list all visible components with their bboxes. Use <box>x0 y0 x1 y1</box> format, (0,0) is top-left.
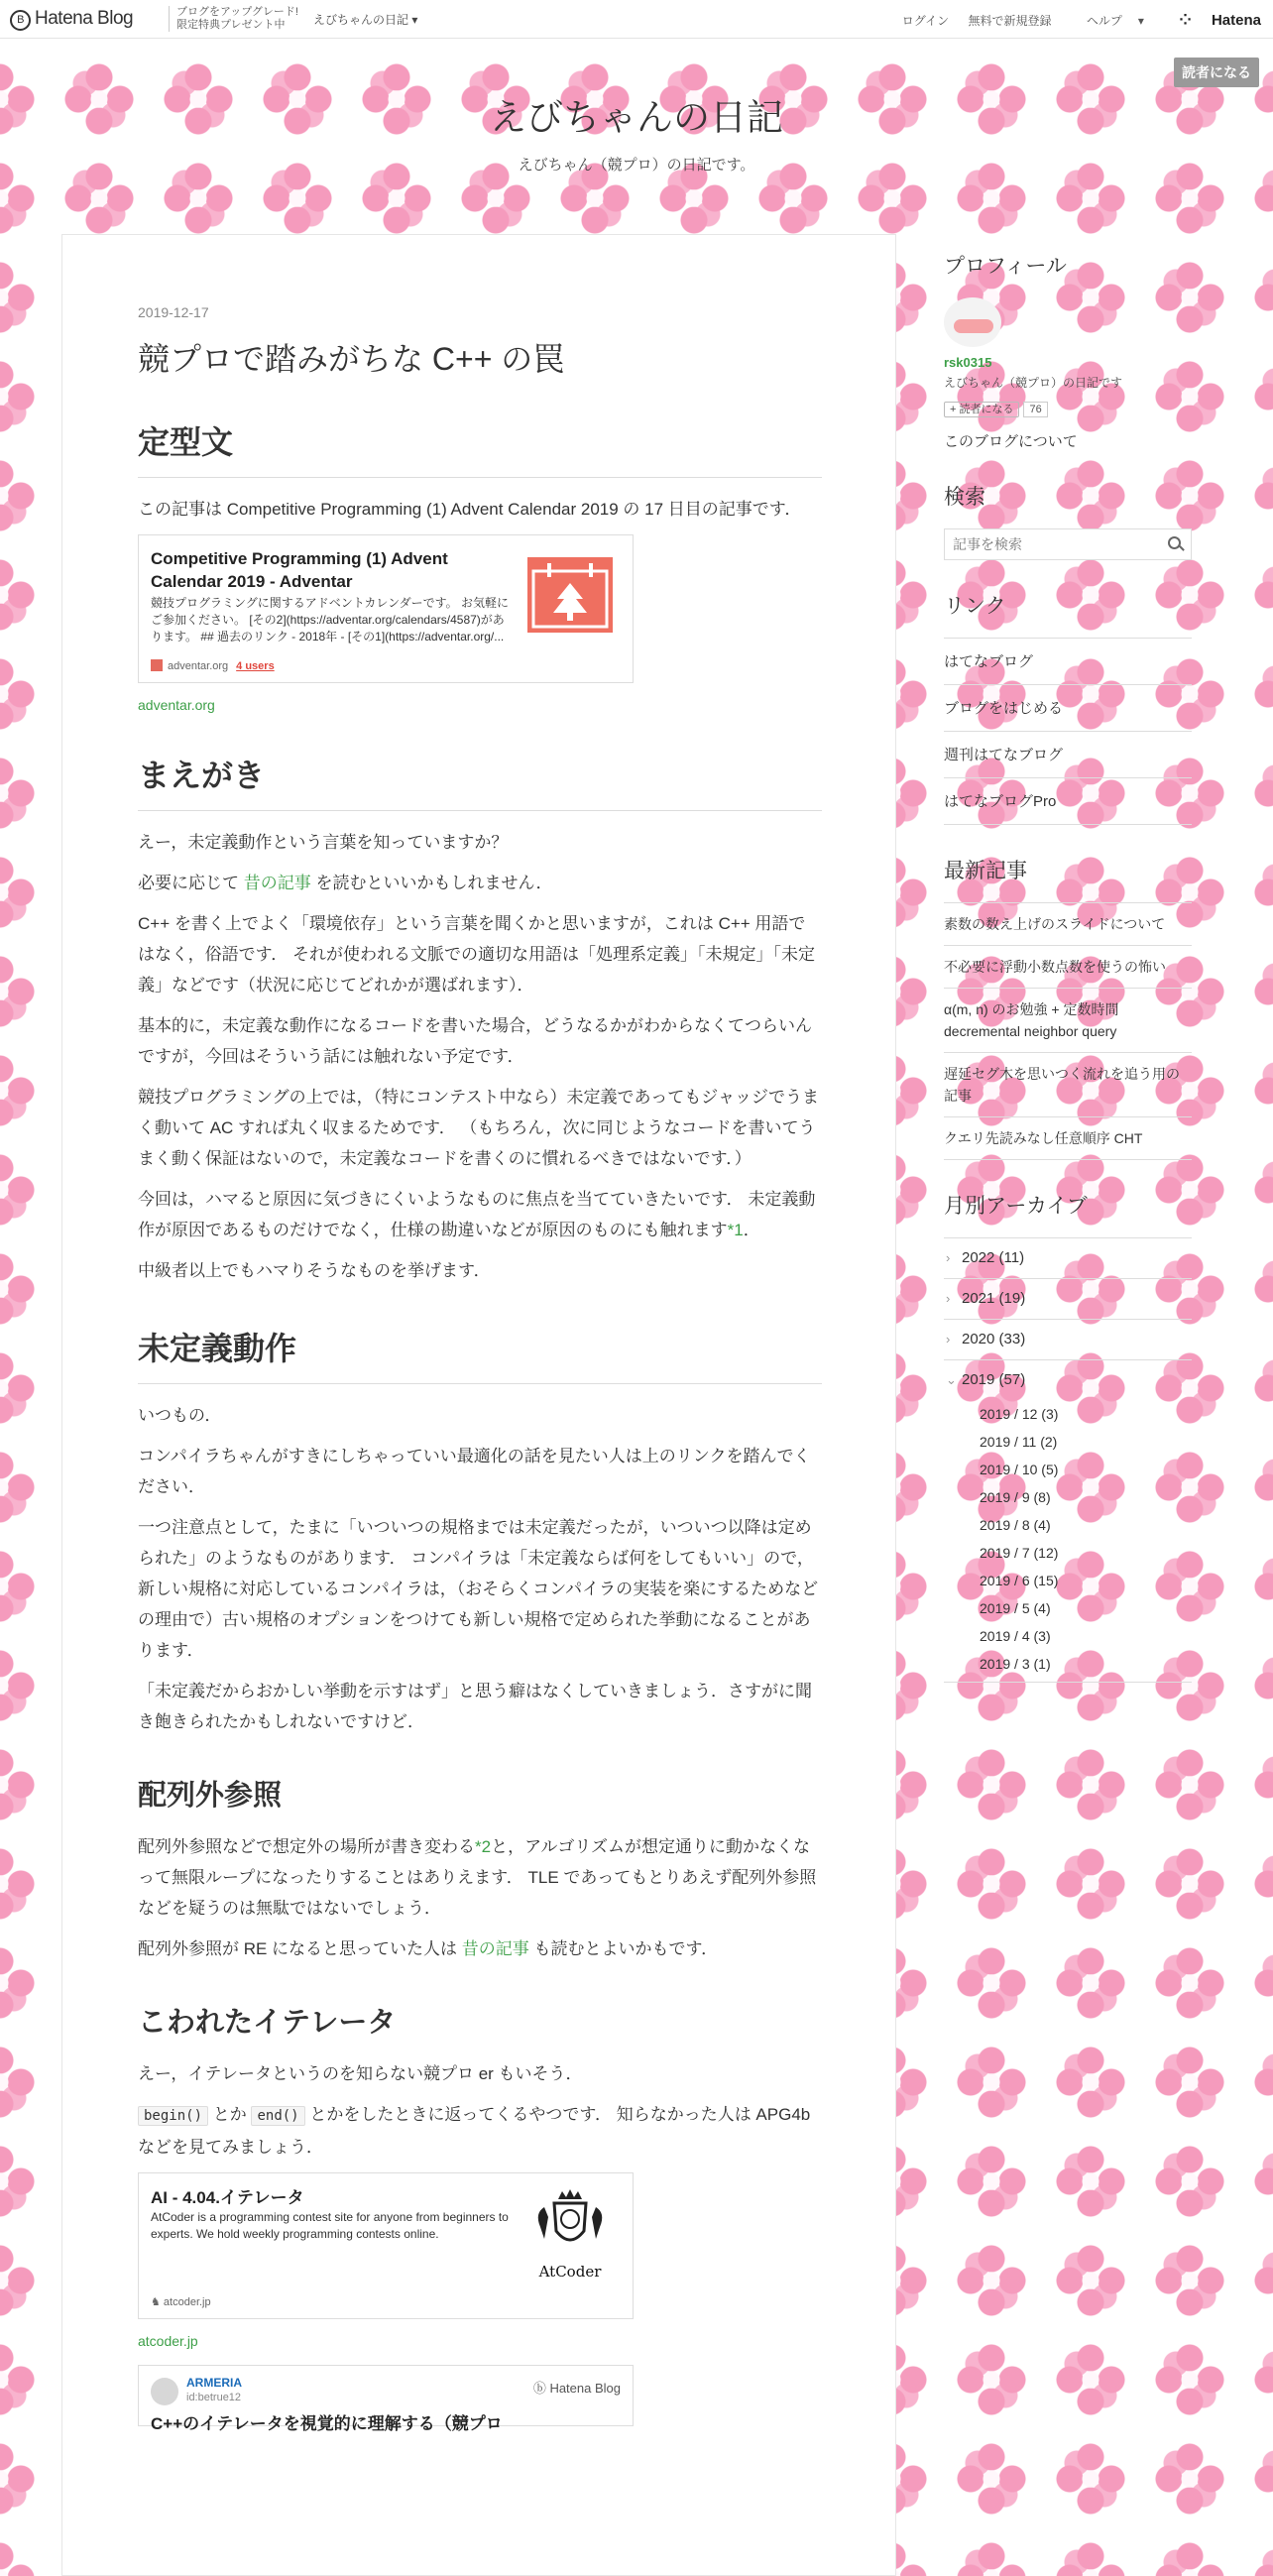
module-heading: プロフィール <box>944 255 1067 278</box>
about-blog-link[interactable]: このブログについて <box>944 433 1078 450</box>
inline-code: end() <box>251 2106 304 2126</box>
archive-month-link[interactable]: 2019 / 8 (4) <box>980 1517 1051 1533</box>
sidebar <box>944 250 1192 1712</box>
sidebar-link[interactable]: はてなブログPro <box>944 777 1192 825</box>
search-icon[interactable] <box>1168 536 1181 549</box>
main-content <box>61 234 896 2576</box>
module-heading: 月別アーカイブ <box>944 1195 1088 1218</box>
module-heading: 最新記事 <box>944 860 1027 882</box>
recent-entry-link[interactable]: クエリ先読みなし任意順序 CHT <box>944 1116 1192 1160</box>
archive-month-link[interactable]: 2019 / 10 (5) <box>980 1462 1059 1477</box>
archive-month-link[interactable]: 2019 / 5 (4) <box>980 1600 1051 1616</box>
calendar-tree-icon <box>527 557 613 633</box>
card-author[interactable]: ARMERIA <box>186 2376 242 2390</box>
paragraph: 「未定義だからおかしい挙動を示すはず」と思う癖はなくしていきましょう．さすがに聞き飽きられたかもしれないですけど． <box>138 1682 812 1731</box>
atcoder-logo <box>521 2187 620 2283</box>
archive-month-link[interactable]: 2019 / 4 (3) <box>980 1628 1051 1644</box>
subscriber-count[interactable]: 76 <box>1023 402 1047 417</box>
archive-module <box>944 1190 1192 1683</box>
recent-entry-link[interactable]: 遅延セグ木を思いつく流れを追う用の記事 <box>944 1052 1192 1116</box>
sidebar-link[interactable]: ブログをはじめる <box>944 684 1192 731</box>
old-article-link[interactable]: 昔の記事 <box>243 874 311 892</box>
avatar <box>151 2378 178 2405</box>
profile-description: えびちゃん（競プロ）の日記です <box>944 376 1123 390</box>
paragraph: えー，イテレータというのを知らない競プロ er もいそう． <box>138 2064 583 2083</box>
hatena-blog-badge: ⓑ Hatena Blog <box>532 2381 621 2396</box>
entry-date[interactable]: 2019-12-17 <box>138 304 209 320</box>
hatena-brand-link[interactable]: ⁘ Hatena <box>1179 12 1261 29</box>
archive-year[interactable]: › 2021 (19) <box>944 1278 1192 1319</box>
dropdown-caret-icon: ▾ <box>408 13 418 27</box>
paragraph: えー，未定義動作という言葉を知っていますか？ <box>138 833 509 852</box>
blog-title[interactable]: えびちゃんの日記 <box>490 96 783 139</box>
hatena-blog-logo[interactable]: B Hatena Blog <box>10 8 133 31</box>
card-title[interactable]: Competitive Programming (1) Advent Calendar 2019 - Adventar <box>151 549 448 591</box>
adventar-favicon-icon <box>151 659 163 671</box>
card-author-id: id:betrue12 <box>186 2392 242 2403</box>
atcoder-favicon-icon: ♞ <box>151 2296 164 2308</box>
recent-entry-link[interactable]: 不必要に浮動小数点数を使うの怖い <box>944 945 1192 988</box>
chevron-right-icon[interactable]: › <box>946 1250 951 1265</box>
hatena-dots-icon: ⁘ <box>1179 12 1196 29</box>
subsection-heading: 配列外参照 <box>138 1780 283 1812</box>
card-title[interactable]: AI - 4.04.イテレータ <box>151 2188 304 2207</box>
blog-description: えびちゃん（競プロ）の日記です。 <box>518 157 755 174</box>
card-domain: adventar.org 4 users <box>151 659 275 672</box>
archive-year[interactable]: › 2020 (33) <box>944 1319 1192 1359</box>
paragraph: この記事は Competitive Programming (1) Advent Calendar 2019 の 17 日目の記事です． <box>138 500 802 519</box>
search-module <box>944 481 1192 560</box>
inline-code: begin() <box>138 2106 208 2126</box>
hatena-logo-icon: ⓑ <box>532 2381 550 2396</box>
section-heading: 未定義動作 <box>138 1324 822 1384</box>
login-link[interactable]: ログイン <box>901 14 950 28</box>
upgrade-promo[interactable]: ブログをアップグレード! 限定特典プレゼント中 <box>169 6 298 32</box>
header-nav <box>886 11 1261 29</box>
embed-card-adventar[interactable] <box>138 534 634 683</box>
subscribe-button[interactable]: 読者になる <box>1174 58 1259 87</box>
entry-title[interactable]: 競プロで踏みがちな C++ の罠 <box>138 341 565 377</box>
archive-months <box>944 1400 1192 1678</box>
chevron-right-icon[interactable]: › <box>946 1332 951 1347</box>
paragraph: 競技プログラミングの上では，（特にコンテスト中なら）未定義であってもジャッジでうまく動いて AC すれば丸く収まるためです． （もちろん，次に同じようなコードを書いてうまく動く保証はないので，未定義なコードを書くのに慣れるべきではないです．） <box>138 1088 819 1168</box>
module-heading: 検索 <box>944 486 985 509</box>
paragraph: C++ を書く上でよく「環境依存」という言葉を聞くかと思いますが，これは C++ 用語ではなく，俗語です． それが使われる文脈での適切な用語は「処理系定義」「未規定」「未定義」などです（状況に応じてどれかが選ばれます）． <box>138 914 816 995</box>
recent-entry-link[interactable]: 素数の数え上げのスライドについて <box>944 902 1192 945</box>
section-heading: 定型文 <box>138 417 822 478</box>
section-heading: まえがき <box>138 751 822 811</box>
paragraph: 基本的に，未定義な動作になるコードを書いた場合，どうなるかがわからなくてつらいんですが，今回はそういう話には触れない予定です． <box>138 1016 812 1066</box>
card-title[interactable]: C++のイテレータを視覚的に理解する（競プロ <box>151 2414 503 2433</box>
sidebar-link[interactable]: はてなブログ <box>944 638 1192 684</box>
embed-card-atcoder[interactable] <box>138 2172 634 2319</box>
archive-year[interactable]: ⌄ 2019 (57) <box>944 1359 1192 1400</box>
card-description: 競技プログラミングに関するアドベントカレンダーです。 お気軽にご参加ください。 [その2](https://adventar.org/calendars/4587)があります。 ## 過去のリンク - 2018年 - [その1](https://adventar.org/... <box>151 596 509 644</box>
signup-link[interactable]: 無料で新規登録 <box>968 14 1052 28</box>
archive-year[interactable]: › 2022 (11) <box>944 1237 1192 1278</box>
card-description: AtCoder is a programming contest site for anyone from beginners to experts. We hold weekly programming contests online. <box>151 2210 509 2241</box>
profile-avatar[interactable] <box>944 297 1001 347</box>
subscribe-small-button[interactable]: + 読者になる <box>944 402 1019 417</box>
chevron-down-icon[interactable]: ⌄ <box>946 1372 957 1387</box>
atcoder-logo-text: AtCoder <box>538 2263 602 2281</box>
recent-entry-link[interactable]: α(m, n) のお勉強 + 定数時間 decremental neighbor query <box>944 988 1192 1052</box>
paragraph: 中級者以上でもハマりそうなものを挙げます． <box>138 1261 491 1280</box>
source-link[interactable]: adventar.org <box>138 697 215 713</box>
chevron-right-icon[interactable]: › <box>946 1291 951 1306</box>
entry <box>138 304 822 2440</box>
divider <box>944 1682 1192 1683</box>
help-menu[interactable]: ヘルプ ▾ <box>1086 14 1144 28</box>
profile-subscribe <box>944 401 1192 416</box>
bookmark-users-badge[interactable]: 4 users <box>236 660 275 672</box>
paragraph: コンパイラちゃんがすきにしちゃっていい最適化の話を見たい人は上のリンクを踏んでください． <box>138 1447 811 1496</box>
archive-month-link[interactable]: 2019 / 12 (3) <box>980 1406 1059 1422</box>
archive-month-link[interactable]: 2019 / 11 (2) <box>980 1434 1058 1450</box>
hatena-logo-icon: B <box>10 10 31 31</box>
paragraph: 必要に応じて 昔の記事 を読むといいかもしれません． <box>138 874 553 892</box>
blog-menu[interactable]: えびちゃんの日記 ▾ <box>313 13 418 27</box>
paragraph: 配列外参照が RE になると思っていた人は 昔の記事 も読むとよいかもです． <box>138 1939 719 1958</box>
dropdown-caret-icon: ▾ <box>1137 14 1144 28</box>
paragraph: 今回は，ハマると原因に気づきにくいようなものに焦点を当てていきたいです． 未定義動作が原因であるものだけでなく，仕様の勘違いなどが原因のものにも触れます*1． <box>138 1190 816 1239</box>
global-header <box>0 0 1273 39</box>
archive-month-link[interactable]: 2019 / 9 (8) <box>980 1489 1051 1505</box>
old-article-link[interactable]: 昔の記事 <box>461 1939 529 1958</box>
paragraph: 一つ注意点として，たまに「いついつの規格までは未定義だったが，いついつ以降は定められた」のようなものがあります． コンパイラは「未定義ならば何をしてもいい」ので，新しい規格に対応しているコンパイラは，（おそらくコンパイラの実装を楽にするためなどの理由で）古い規格のオプションをつけても新しい規格で定められた挙動になることがあります． <box>138 1518 819 1660</box>
archive-month-link[interactable]: 2019 / 6 (15) <box>980 1573 1059 1588</box>
module-heading: リンク <box>944 595 1006 618</box>
paragraph: begin() とか end() とかをしたときに返ってくるやつです． 知らなかった人は APG4b などを見てみましょう． <box>138 2105 811 2157</box>
footnote-link[interactable]: *1 <box>727 1221 744 1239</box>
embed-card-hatena[interactable] <box>138 2365 634 2433</box>
archive-month-link[interactable]: 2019 / 7 (12) <box>980 1545 1059 1561</box>
paragraph: 配列外参照などで想定外の場所が書き変わる*2と，アルゴリズムが想定通りに動かなくなって無限ループになったりすることはありえます． TLE であってもとりあえず配列外参照などを疑うのは無駄ではないでしょう． <box>138 1837 817 1918</box>
links-module <box>944 590 1192 825</box>
archive-month-link[interactable]: 2019 / 3 (1) <box>980 1656 1051 1672</box>
profile-name[interactable]: rsk0315 <box>944 355 992 370</box>
sidebar-link[interactable]: 週刊はてなブログ <box>944 731 1192 777</box>
search-input[interactable] <box>945 529 1153 559</box>
card-domain: ♞ atcoder.jp <box>151 2296 211 2308</box>
search-box <box>944 528 1192 560</box>
profile-module <box>944 250 1192 451</box>
source-link[interactable]: atcoder.jp <box>138 2333 198 2349</box>
footnote-link[interactable]: *2 <box>475 1837 492 1856</box>
subsection-heading: こわれたイテレータ <box>138 2007 397 2039</box>
recent-entries-module <box>944 855 1192 1160</box>
paragraph: いつもの． <box>138 1406 222 1425</box>
